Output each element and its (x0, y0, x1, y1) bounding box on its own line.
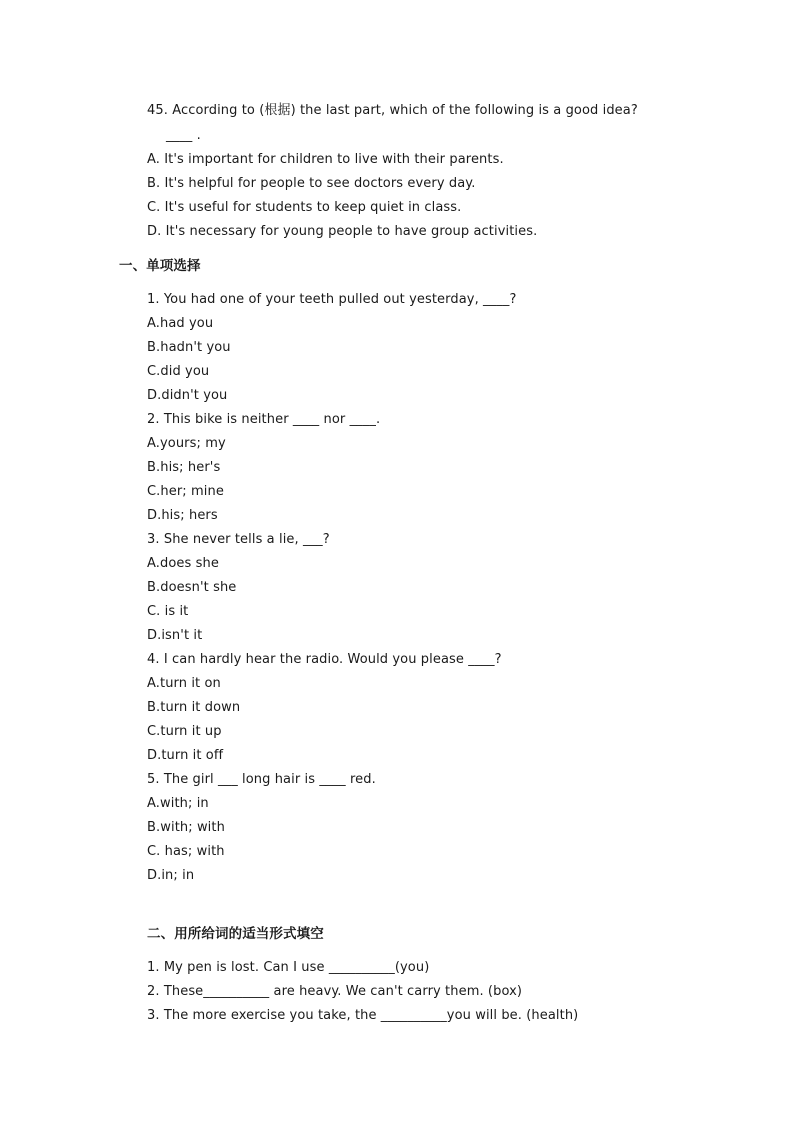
q45-option-a: A. It's important for children to live with their parents. (147, 152, 504, 167)
s1-q2-option-d: D.his; hers (147, 508, 218, 523)
s1-q3-option-c: C. is it (147, 604, 189, 619)
s1-q5-stem: 5. The girl ___ long hair is ____ red. (147, 772, 376, 787)
s1-q5-option-b: B.with; with (147, 820, 225, 835)
q45-stem: 45. According to (根据) the last part, which of the following is a good idea? (147, 103, 638, 118)
s1-q1-option-a: A.had you (147, 316, 214, 331)
s1-q2-stem: 2. This bike is neither ____ nor ____. (147, 412, 381, 427)
s1-q4-option-d: D.turn it off (147, 748, 224, 763)
s1-q4-stem: 4. I can hardly hear the radio. Would you please ____? (147, 652, 502, 667)
q45-option-b: B. It's helpful for people to see doctors every day. (147, 176, 476, 191)
s1-q1-stem: 1. You had one of your teeth pulled out yesterday, ____? (147, 292, 517, 307)
s1-q3-option-d: D.isn't it (147, 628, 203, 643)
s1-q2-option-c: C.her; mine (147, 484, 224, 499)
s1-q4-option-c: C.turn it up (147, 724, 222, 739)
s1-q5-option-c: C. has; with (147, 844, 225, 859)
s2-item-1: 1. My pen is lost. Can I use __________(you) (147, 960, 430, 975)
s2-item-2: 2. These__________ are heavy. We can't carry them. (box) (147, 984, 523, 999)
s1-q2-option-b: B.his; her's (147, 460, 221, 475)
s1-q4-option-a: A.turn it on (147, 676, 221, 691)
s1-q1-option-c: C.did you (147, 364, 210, 379)
section1-heading: 一、单项选择 (119, 258, 201, 274)
s1-q2-option-a: A.yours; my (147, 436, 226, 451)
section2-heading: 二、用所给词的适当形式填空 (147, 926, 324, 942)
q45-option-d: D. It's necessary for young people to have group activities. (147, 224, 538, 239)
q45-option-c: C. It's useful for students to keep quiet in class. (147, 200, 462, 215)
s1-q1-option-b: B.hadn't you (147, 340, 231, 355)
q45-blank: ____ . (166, 128, 201, 143)
s1-q4-option-b: B.turn it down (147, 700, 241, 715)
s1-q5-option-d: D.in; in (147, 868, 195, 883)
s1-q3-option-b: B.doesn't she (147, 580, 237, 595)
s2-item-3: 3. The more exercise you take, the __________you will be. (health) (147, 1008, 579, 1023)
s1-q3-option-a: A.does she (147, 556, 219, 571)
s1-q3-stem: 3. She never tells a lie, ___? (147, 532, 330, 547)
s1-q5-option-a: A.with; in (147, 796, 209, 811)
s1-q1-option-d: D.didn't you (147, 388, 228, 403)
